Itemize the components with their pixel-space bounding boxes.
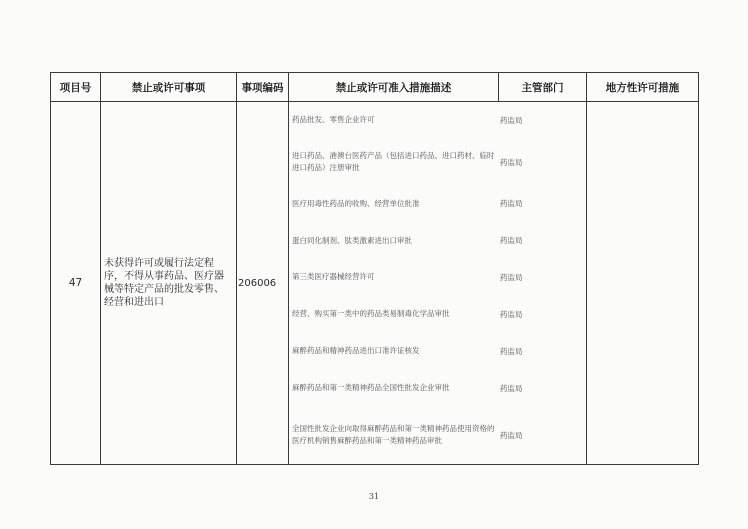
measure-row — [289, 296, 586, 333]
header-measure-description: 禁止或许可准入措施描述 — [289, 73, 499, 102]
permit-table — [50, 72, 699, 465]
item-code: 206006 — [237, 102, 289, 465]
item-name: 未获得许可或履行法定程序，不得从事药品、医疗器械等特定产品的批发零售、经营和进出口 — [101, 102, 237, 465]
measure-row — [289, 259, 586, 296]
measure-description: 麻醉药品和第一类精神药品全国性批发企业审批 — [292, 383, 450, 393]
item-number: 47 — [51, 102, 101, 465]
measure-department: 药监局 — [500, 199, 523, 209]
page-number: 31 — [368, 492, 380, 501]
measure-department: 药监局 — [500, 346, 523, 356]
measure-department: 药监局 — [500, 157, 523, 167]
measure-description: 第三类医疗器械经营许可 — [292, 272, 375, 282]
measure-row — [289, 139, 586, 185]
measure-description: 进口药品、港澳台医药产品（包括进口药品、进口药材、临时进口药品）注册审批 — [292, 151, 495, 173]
table-header-row — [51, 73, 699, 102]
measure-row — [289, 222, 586, 259]
measure-description: 麻醉药品和精神药品进出口准许证核发 — [292, 346, 420, 356]
header-department: 主管部门 — [499, 73, 587, 102]
measure-department: 药监局 — [500, 272, 523, 282]
measure-description: 经营、购买第一类中的药品类易制毒化学品审批 — [292, 309, 450, 319]
measure-description: 医疗用毒性药品的收购、经营单位批准 — [292, 198, 420, 208]
measure-description: 药品批发、零售企业许可 — [292, 115, 375, 125]
measure-row — [289, 185, 586, 222]
measure-department: 药监局 — [500, 236, 523, 246]
measures-cell — [289, 102, 587, 465]
measure-department: 药监局 — [500, 309, 523, 319]
measure-row — [289, 407, 586, 464]
header-item-name: 禁止或许可事项 — [101, 73, 237, 102]
header-item-code: 事项编码 — [237, 73, 289, 102]
measure-row — [289, 333, 586, 370]
measure-department: 药监局 — [500, 115, 523, 125]
table-row — [51, 102, 699, 465]
local-measures-cell — [587, 102, 699, 465]
header-item-number: 项目号 — [51, 73, 101, 102]
header-local-measures: 地方性许可措施 — [587, 73, 699, 102]
measure-row — [289, 370, 586, 407]
measure-description: 蛋白同化制剂、肽类激素进出口审批 — [292, 235, 412, 245]
measure-description: 全国性批发企业向取得麻醉药品和第一类精神药品使用资格的医疗机构销售麻醉药品和第一类精神药品审批 — [292, 424, 495, 446]
measure-department: 药监局 — [500, 383, 523, 393]
measure-department: 药监局 — [500, 430, 523, 440]
measure-row — [289, 102, 586, 139]
